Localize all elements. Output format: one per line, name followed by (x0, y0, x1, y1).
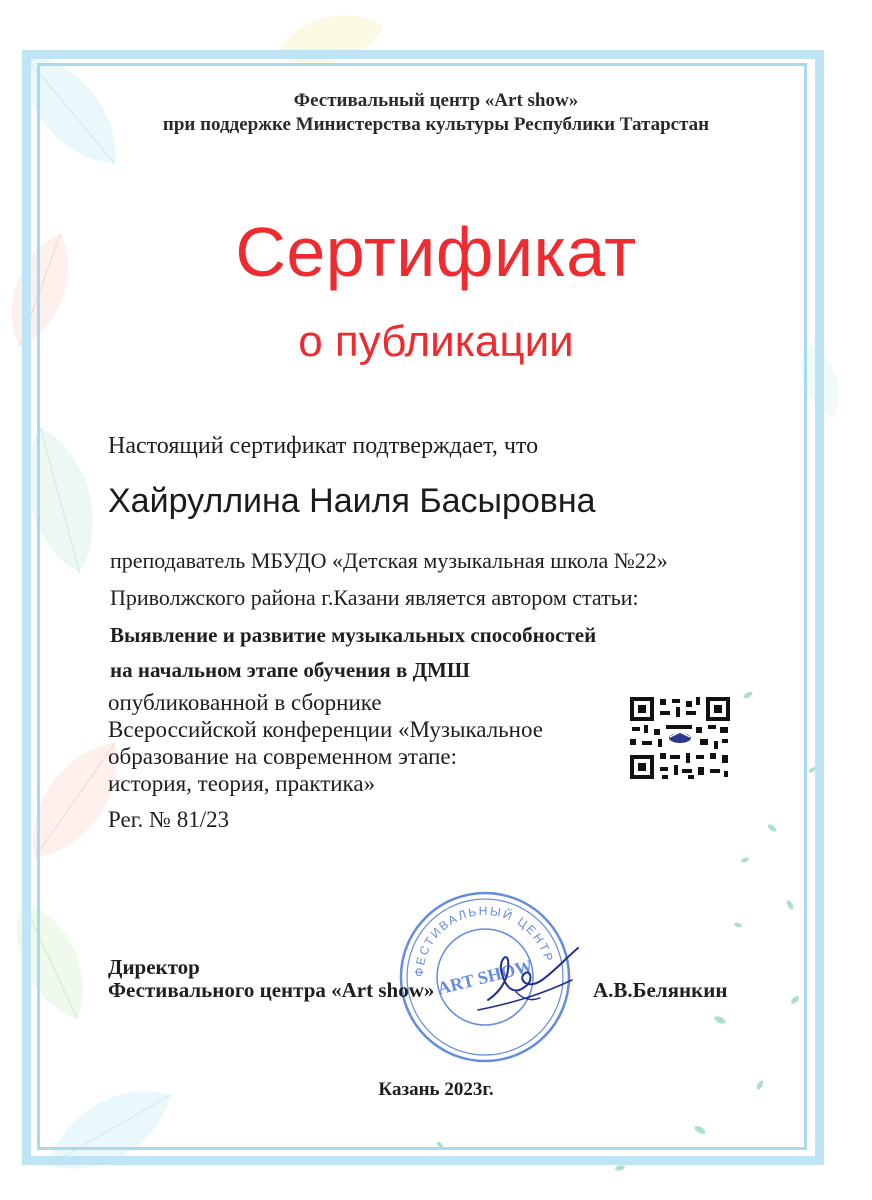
signature-title-line2: Фестивального центра «Art show» (108, 978, 435, 1002)
registration-number: Рег. № 81/23 (108, 807, 230, 832)
collection-line2: Всероссийской конференции «Музыкальное (108, 717, 543, 742)
certificate-subtitle: о публикации (298, 317, 574, 366)
recipient-district: Приволжского района г.Казани является автором статьи: (110, 585, 639, 610)
svg-text:ART SHOW: ART SHOW (435, 955, 535, 999)
collection-line1: опубликованной в сборнике (108, 690, 382, 715)
signer-name: А.В.Белянкин (593, 978, 728, 1002)
qr-code-icon (630, 697, 730, 779)
collection-line4: история, теория, практика» (108, 771, 376, 796)
confirm-text: Настоящий сертификат подтверждает, что (108, 433, 539, 459)
article-title-line1: Выявление и развитие музыкальных способностей (110, 623, 597, 647)
article-title-line2: на начальном этапе обучения в ДМШ (110, 658, 470, 682)
certificate-title: Сертификат (235, 213, 637, 291)
header-support: при поддержке Министерства культуры Республики Татарстан (162, 114, 710, 135)
collection-line3: образование на современном этапе: (108, 744, 458, 769)
svg-text:ФЕСТИВАЛЬНЫЙ ЦЕНТР: ФЕСТИВАЛЬНЫЙ ЦЕНТР (411, 903, 557, 978)
recipient-position: преподаватель МБУДО «Детская музыкальная школа №22» (110, 548, 668, 573)
recipient-name: Хайруллина Наиля Басыровна (108, 482, 596, 520)
header-organizer: Фестивальный центр «Art show» (293, 90, 579, 111)
place-year: Казань 2023г. (378, 1079, 494, 1100)
signature-title-line1: Директор (108, 955, 200, 979)
handwritten-signature (468, 940, 588, 1020)
